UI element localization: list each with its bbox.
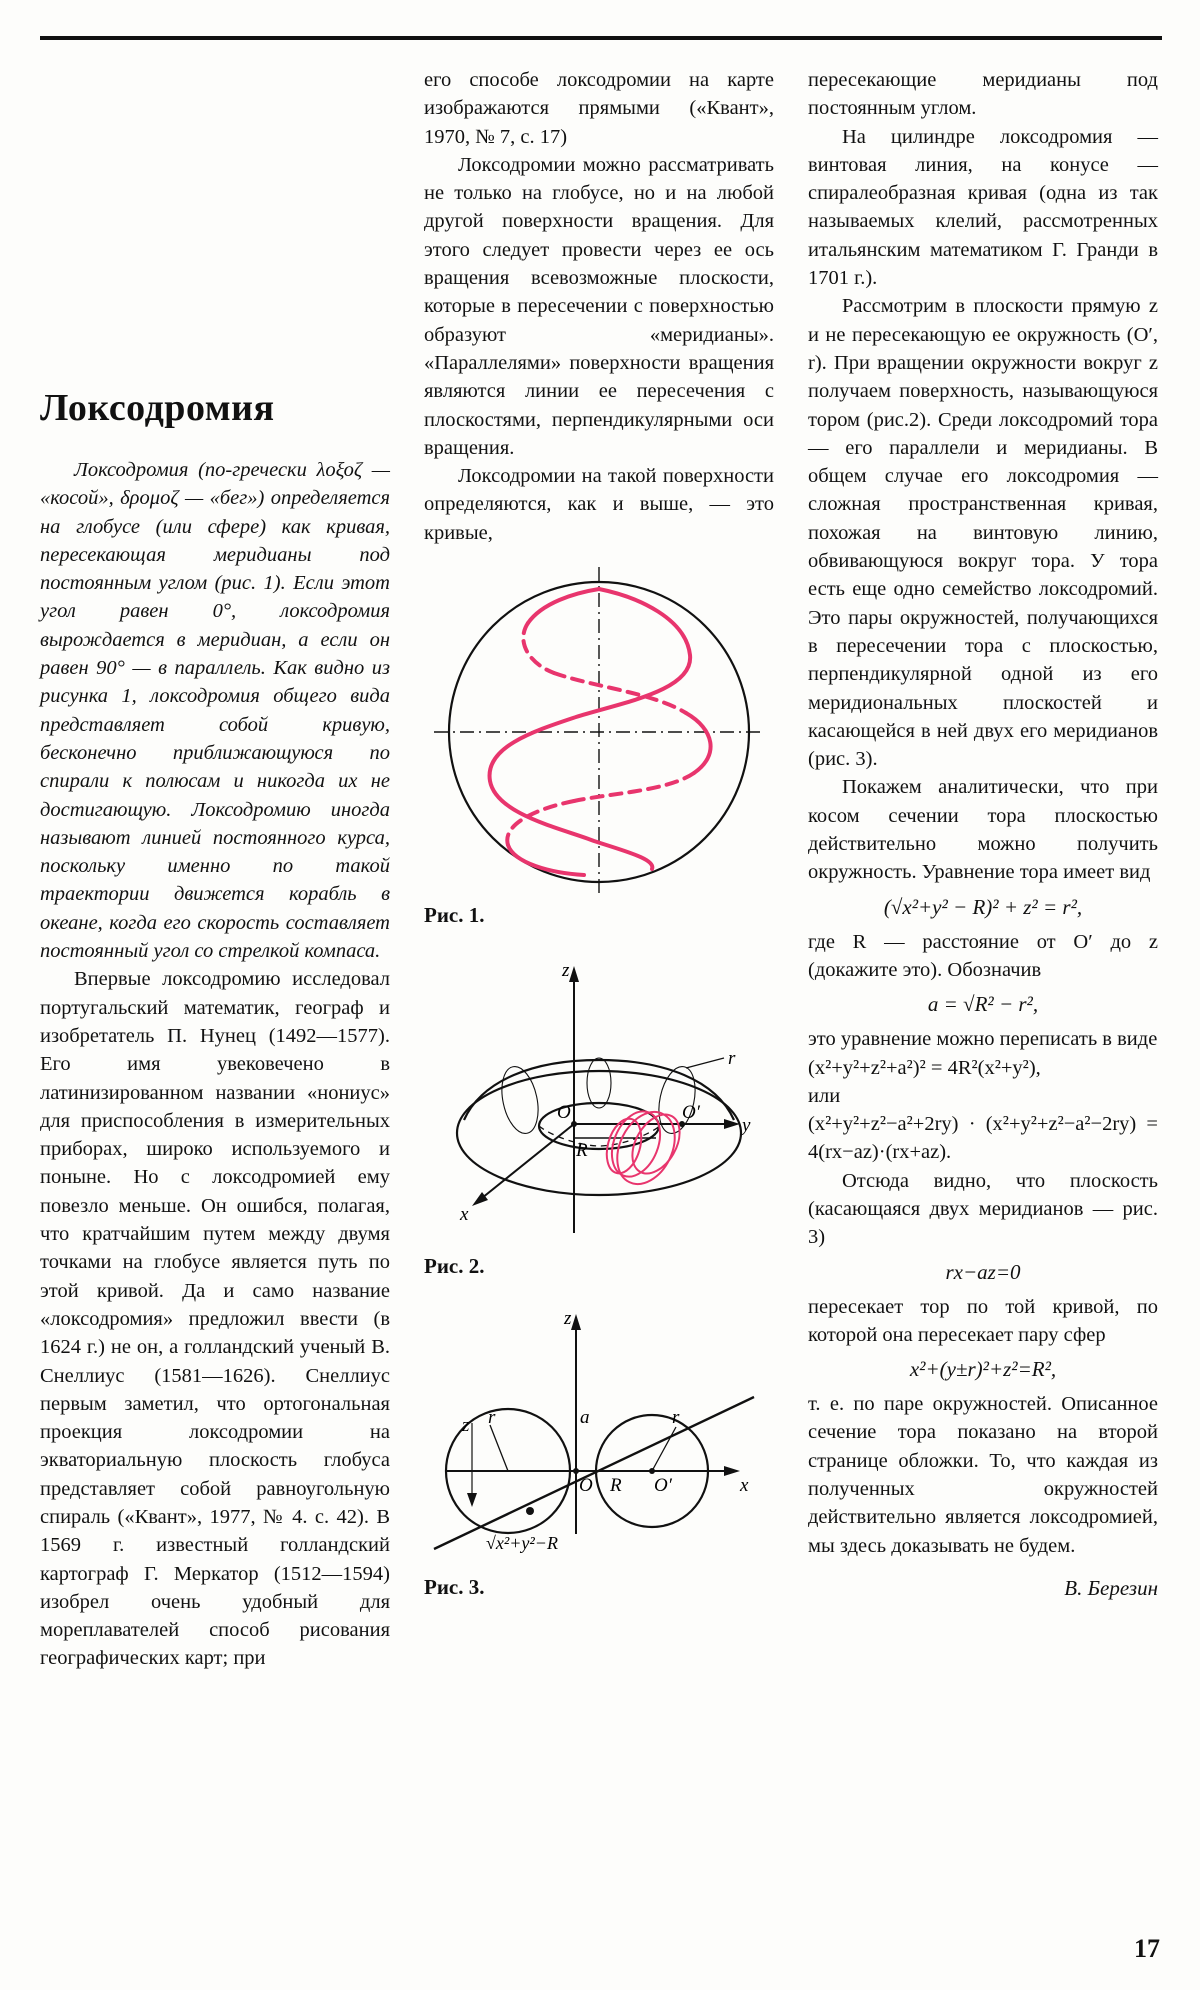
svg-text:O′: O′	[682, 1102, 700, 1124]
paragraph-plane: Отсюда видно, что плоскость (касающаяся двух меридианов — рис. 3)	[808, 1169, 1158, 1249]
paragraph-mercator-cont: его способе локсодромии на карте изображаются прямыми («Квант», 1970, № 7, с. 17)	[424, 69, 774, 148]
figure-1	[424, 567, 774, 928]
paragraph-R-def: где R — расстояние от O′ до z (докажите это). Обозначив	[808, 930, 1158, 981]
equation-plane: rx−az=0	[945, 1259, 1021, 1284]
svg-text:z: z	[564, 1308, 572, 1330]
svg-text:r: r	[672, 1407, 680, 1429]
svg-text:r: r	[488, 1407, 496, 1429]
equation-torus: (√x²+y² − R)² + z² = r²,	[883, 894, 1083, 919]
equation-spheres: x²+(y±r)²+z²=R²,	[909, 1357, 1057, 1382]
paragraph-analytic: Покажем аналитически, что при косом сечении тора плоскостью действительно можно получить окружность. Уравнение тора имеет вид	[808, 776, 1158, 884]
svg-text:R: R	[610, 1475, 622, 1497]
svg-text:R: R	[576, 1140, 588, 1162]
paragraph-conclusion: т. е. по паре окружностей. Описанное сечение тора показано на второй странице обложки. То, что каждая из полученных окружностей действительно является локсодромией, мы здесь доказывать не будем.	[808, 1393, 1158, 1557]
figure-1-caption: Рис. 1.	[424, 903, 485, 928]
paragraph-cylinder-cone: На цилиндре локсодромия — винтовая линия, на конусе — спиралеобразная кривая (одна из так называемых клелий, рассмотренных итальянским математиком Г. Гранди в 1701 г.).	[808, 125, 1158, 290]
figure-3-caption: Рис. 3.	[424, 1575, 485, 1600]
top-rule	[40, 36, 1162, 40]
svg-text:O′: O′	[654, 1475, 672, 1497]
svg-text:a: a	[580, 1407, 590, 1429]
page-columns	[40, 66, 1162, 1906]
svg-text:O: O	[579, 1475, 593, 1497]
figure-3	[424, 1299, 774, 1600]
figure-2-caption: Рис. 2.	[424, 1254, 485, 1279]
equation-expanded: (x²+y²+z²+a²)² = 4R²(x²+y²),	[808, 1056, 1041, 1079]
figure-3-graphic	[424, 1299, 774, 1569]
page-title: Локсодромия	[40, 387, 275, 429]
svg-text:r: r	[728, 1048, 736, 1070]
figure-3-root-label: √x²+y²−R	[486, 1533, 558, 1554]
paragraph-spheres: пересекает тор по той кривой, по которой она пересекает пару сфер	[808, 1295, 1158, 1346]
article-author: В. Березин	[1064, 1575, 1158, 1600]
column-right	[808, 66, 1158, 1906]
equation-or: или	[808, 1084, 841, 1107]
figure-2-graphic	[424, 948, 774, 1248]
equation-a-def: a = √R² − r²,	[927, 992, 1039, 1017]
page-number: 17	[1134, 1934, 1160, 1963]
paragraph-torus: Рассмотрим в плоскости прямую z и не пересекающую ее окружность (O′, r). При вращении окружности вокруг z получаем поверхность, называющуюся тором (рис.2). Среди локсодромий тора — его параллели и меридианы. В общем случае его локсодромия — сложная пространственная кривая, похожая на винтовую линию, обвивающуюся вокруг тора. У тора есть еще одно семейство локсодромий. Это пары окружностей, получающихся в пересечении тора с плоскостью, перпендикулярной одной из его меридиональных плоскостей и касающейся в ней двух его меридианов (рис. 3).	[808, 295, 1158, 771]
paragraph-loxodromes-def: Локсодромии на такой поверхности определяются, как и выше, — это кривые,	[424, 465, 774, 544]
paragraph-history: Впервые локсодромию исследовал португальский математик, географ и изобретатель П. Нунец (1492—1577). Его имя увековечено в латинизированном названии «нониус» для приспособления в измерительных приборах, широко используемого и поныне. Но с локсодромией ему повезло меньше. Он ошибся, полагая, что кратчайшим путем между двумя точками на глобусе является путь по этой кривой. Да и само название «локсодромия» предложил ввести (в 1624 г.) не он, а голландский ученый В. Снеллиус (1581—1626). Снеллиус первым заметил, что ортогональная проекция локсодромии на экваториальную плоскость глобуса представляет собой равноугольную спираль («Квант», 1977, № 4. с. 42). В 1569 г. известный голландский картограф Г. Меркатор (1512—1594) изобрел очень удобный для мореплавателей способ рисования географических карт; при	[40, 968, 390, 1670]
svg-text:y: y	[742, 1115, 751, 1137]
figure-1-graphic	[424, 567, 774, 897]
column-middle	[424, 66, 774, 1906]
paragraph-surfaces: Локсодромии можно рассматривать не только на глобусе, но и на любой другой поверхности вращения. Для этого следует провести через ее ось вращения всевозможные плоскости, которые в пересечении с поверхностью образуют «меридианы». «Параллелями» поверхности вращения являются линии ее пересечения с плоскостями, перпендикулярными оси вращения.	[424, 153, 774, 459]
figure-2	[424, 948, 774, 1279]
svg-text:z: z	[462, 1415, 470, 1437]
column-left	[40, 66, 390, 1906]
svg-text:x: x	[460, 1204, 469, 1226]
paragraph-angle-cont: пересекающие меридианы под постоянным углом.	[808, 69, 1158, 120]
svg-text:x: x	[740, 1475, 749, 1497]
svg-text:z: z	[562, 960, 570, 982]
equation-factored: (x²+y²+z²−a²+2ry) · (x²+y²+z²−a²−2ry) = 4(rx−az)·(rx+az).	[808, 1113, 1158, 1164]
svg-text:O: O	[557, 1102, 571, 1124]
paragraph-intro: Локсодромия (по-гречески λοξοζ — «косой», δρομοζ — «бег») определяется на глобусе (или сфере) как кривая, пересекающая меридианы под постоянным углом (рис. 1). Если этот угол равен 0°, локсодромия вырождается в меридиан, а если он равен 90° — в параллель. Как видно из рисунка 1, локсодромия общего вида представляет собой кривую, бесконечно приближающуюся по спирали к полюсам и никогда их не достигающую. Локсодромию иногда называют линией постоянного курса, поскольку именно по такой траектории движется корабль в океане, когда его скорость составляет постоянный угол со стрелкой компаса.	[40, 459, 390, 963]
paragraph-rewrite: это уравнение можно переписать в виде	[808, 1028, 1158, 1051]
